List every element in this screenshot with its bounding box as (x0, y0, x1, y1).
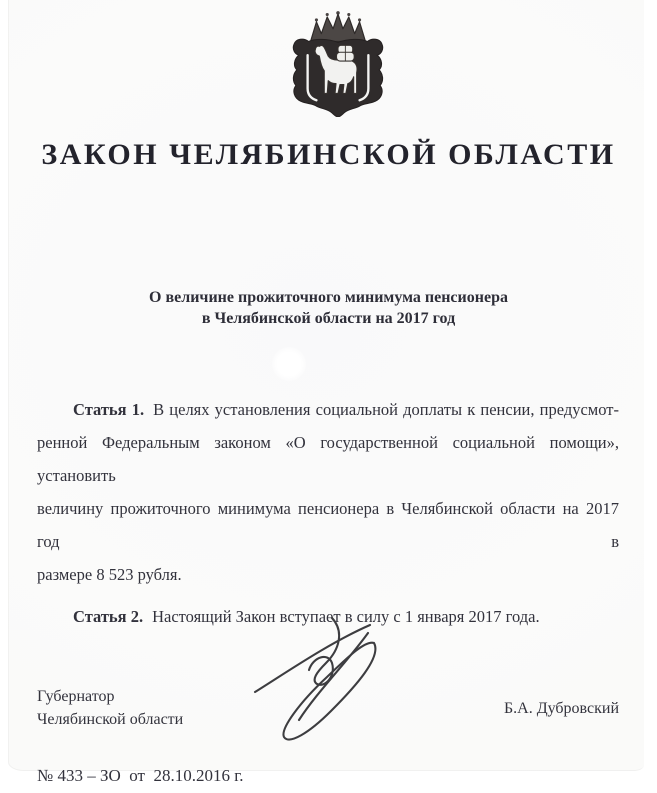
office-line-2: Челябинской области (37, 711, 184, 728)
document-title: ЗАКОН ЧЕЛЯБИНСКОЙ ОБЛАСТИ (41, 138, 616, 171)
article-1-line (37, 393, 619, 426)
office-line-1: Губернатор (37, 688, 115, 705)
signatory-office (37, 685, 183, 731)
hole-punch-mark (272, 347, 306, 381)
subject-line-1: О величине прожиточного минимума пенсионера (149, 289, 508, 306)
article-1-text: В целях установления социальной доплаты к пенсии, предусмот- (153, 400, 619, 419)
registration-number: № 433 – ЗО от 28.10.2016 г. (37, 766, 244, 785)
article-1-line: размере 8 523 рубля. (37, 565, 182, 584)
handwritten-signature (247, 591, 387, 751)
article-1-line: ренной Федеральным законом «О государственной социальной помощи», установить (37, 433, 619, 485)
coat-of-arms-chelyabinsk-icon (289, 11, 387, 117)
subject-line-2: в Челябинской области на 2017 год (201, 310, 456, 327)
document-subject (0, 287, 657, 329)
crown-icon (310, 14, 365, 41)
article-2-label: Статья 2. (73, 607, 144, 626)
article-1-line: величину прожиточного минимума пенсионера в Челябинской области на 2017 год в (37, 499, 619, 551)
signatory-name: Б.А. Дубровский (503, 699, 619, 717)
article-2-text: Настоящий Закон вступает в силу с 1 января 2017 года. (152, 607, 540, 626)
article-1-label: Статья 1. (73, 400, 145, 419)
article-1 (37, 393, 619, 591)
